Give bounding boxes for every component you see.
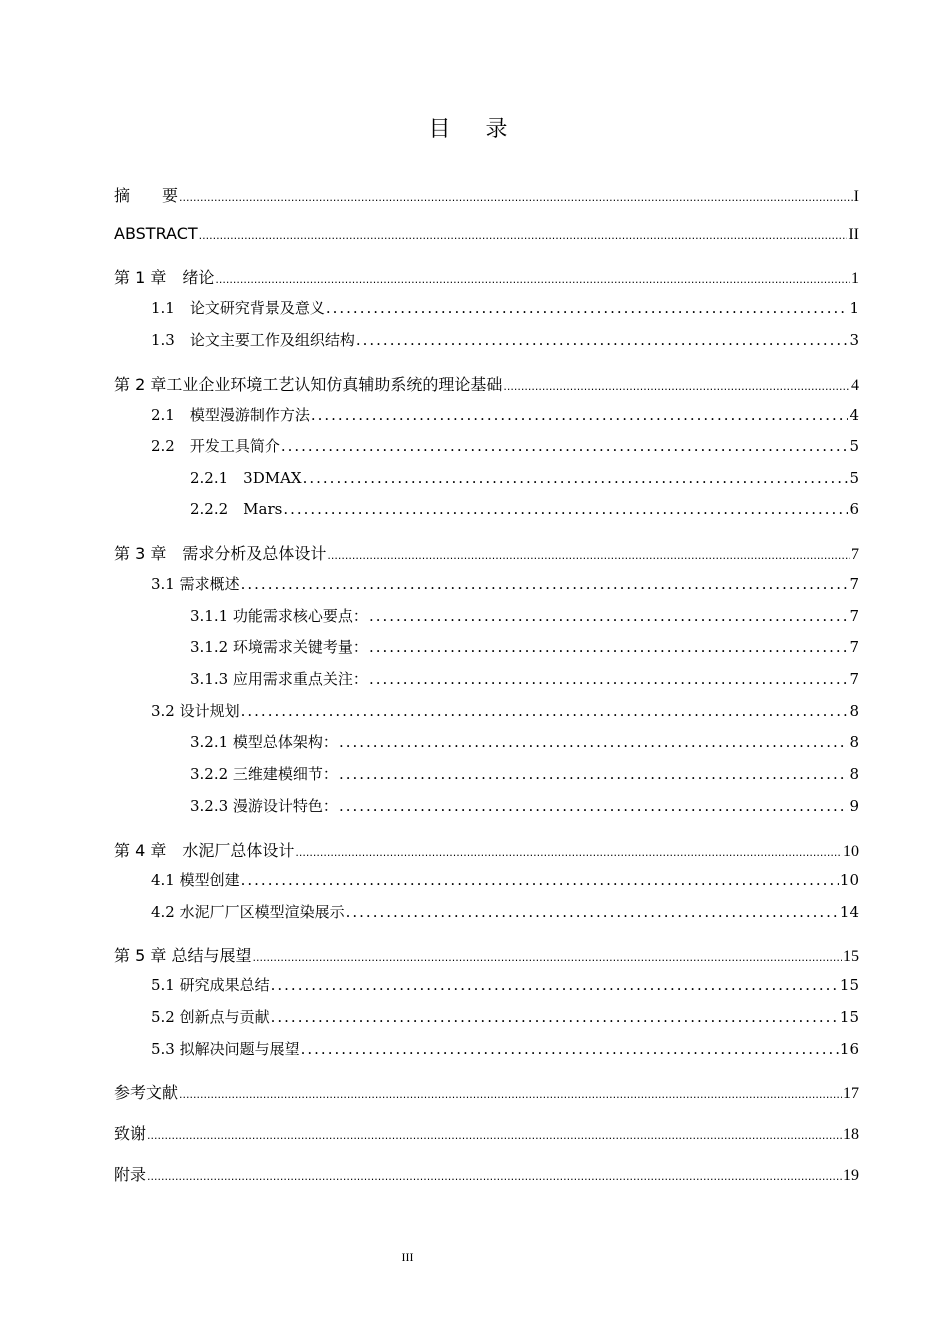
toc-entry-page-number: 1 bbox=[851, 270, 859, 287]
toc-entry-label: 第 1 章 绪论 bbox=[114, 268, 215, 287]
toc-leader-dots bbox=[281, 437, 849, 455]
toc-entry-label: 3.2.3 漫游设计特色： bbox=[190, 797, 338, 815]
toc-section-entry[interactable] bbox=[190, 668, 859, 689]
toc-leader-dots bbox=[179, 1088, 842, 1101]
toc-entry-page-number: 18 bbox=[843, 1126, 859, 1143]
toc-leader-dots bbox=[241, 871, 839, 889]
toc-entry-page-number: 7 bbox=[849, 607, 859, 625]
toc-section-entry[interactable] bbox=[151, 901, 859, 922]
toc-entry-label: 第 4 章 水泥厂总体设计 bbox=[114, 841, 295, 860]
toc-entry-label: 第 2 章工业企业环境工艺认知仿真辅助系统的理论基础 bbox=[114, 375, 503, 394]
toc-leader-dots bbox=[147, 1170, 842, 1183]
toc-entry-page-number: I bbox=[853, 188, 859, 205]
toc-section-entry[interactable] bbox=[190, 498, 859, 519]
toc-leader-dots bbox=[339, 733, 849, 751]
toc-entry-label: 4.1 模型创建 bbox=[151, 871, 240, 889]
toc-entry-page-number: 7 bbox=[851, 546, 859, 563]
toc-section-entry[interactable] bbox=[151, 700, 859, 721]
toc-entry-label: 参考文献 bbox=[114, 1083, 179, 1102]
toc-entry-label: 2.2.1 3DMAX bbox=[190, 469, 302, 487]
toc-entry-page-number: 10 bbox=[839, 871, 859, 889]
toc-entry-label: 3.1 需求概述 bbox=[151, 575, 240, 593]
toc-leader-dots bbox=[369, 638, 849, 656]
toc-entry-page-number: 6 bbox=[849, 500, 859, 518]
toc-entry-label: 2.2.2 Mars bbox=[190, 500, 283, 518]
toc-leader-dots bbox=[241, 702, 849, 720]
toc-entry-label: 1.3 论文主要工作及组织结构 bbox=[151, 331, 355, 349]
toc-entry-page-number: 10 bbox=[843, 843, 859, 860]
toc-entry-label: 3.2 设计规划 bbox=[151, 702, 240, 720]
toc-section-entry[interactable] bbox=[190, 763, 859, 784]
toc-section-entry[interactable] bbox=[190, 605, 859, 626]
toc-entry-page-number: II bbox=[848, 226, 859, 243]
toc-leader-dots bbox=[199, 229, 848, 242]
toc-entry-page-number: 8 bbox=[849, 765, 859, 783]
toc-entry-label: 3.1.1 功能需求核心要点： bbox=[190, 607, 368, 625]
toc-entry-page-number: 8 bbox=[849, 702, 859, 720]
toc-entry-page-number: 17 bbox=[843, 1085, 859, 1102]
toc-leader-dots bbox=[271, 976, 839, 994]
toc-entry-page-number: 5 bbox=[849, 469, 859, 487]
toc-entry-page-number: 9 bbox=[849, 797, 859, 815]
toc-leader-dots bbox=[339, 765, 849, 783]
toc-leader-dots bbox=[301, 1040, 839, 1058]
toc-entry-page-number: 3 bbox=[849, 331, 859, 349]
toc-chapter-entry[interactable] bbox=[114, 1121, 859, 1144]
toc-chapter-entry[interactable] bbox=[114, 372, 859, 395]
toc-leader-dots bbox=[241, 575, 849, 593]
toc-section-entry[interactable] bbox=[151, 435, 859, 456]
toc-leader-dots bbox=[295, 846, 842, 859]
toc-section-entry[interactable] bbox=[151, 1006, 859, 1027]
toc-entry-page-number: 19 bbox=[843, 1167, 859, 1184]
toc-entry-label: 附录 bbox=[114, 1165, 147, 1184]
toc-section-entry[interactable] bbox=[190, 636, 859, 657]
toc-entry-label: 致谢 bbox=[114, 1124, 147, 1143]
toc-entry-page-number: 15 bbox=[839, 976, 859, 994]
toc-entry-label: 3.2.2 三维建模细节： bbox=[190, 765, 338, 783]
toc-entry-page-number: 4 bbox=[849, 406, 859, 424]
toc-leader-dots bbox=[326, 299, 849, 317]
toc-section-entry[interactable] bbox=[190, 795, 859, 816]
toc-entry-label: 4.2 水泥厂厂区模型渲染展示 bbox=[151, 903, 345, 921]
toc-entry-page-number: 7 bbox=[849, 670, 859, 688]
toc-entry-label: 3.2.1 模型总体架构： bbox=[190, 733, 338, 751]
page-title: 目 录 bbox=[428, 117, 522, 142]
toc-chapter-entry[interactable] bbox=[114, 838, 859, 861]
toc-entry-page-number: 15 bbox=[843, 948, 859, 965]
toc-leader-dots bbox=[252, 951, 842, 964]
toc-entry-page-number: 8 bbox=[849, 733, 859, 751]
toc-entry-label: 5.2 创新点与贡献 bbox=[151, 1008, 270, 1026]
toc-entry-label: ABSTRACT bbox=[114, 224, 198, 243]
toc-section-entry[interactable] bbox=[151, 297, 859, 318]
toc-chapter-entry[interactable] bbox=[114, 224, 859, 244]
toc-entry-page-number: 16 bbox=[839, 1040, 859, 1058]
toc-chapter-entry[interactable] bbox=[114, 1162, 859, 1185]
toc-entry-label: 第 5 章 总结与展望 bbox=[114, 946, 252, 965]
toc-entry-label: 2.2 开发工具简介 bbox=[151, 437, 280, 455]
toc-section-entry[interactable] bbox=[190, 731, 859, 752]
page-number-footer: III bbox=[401, 1250, 414, 1264]
toc-section-entry[interactable] bbox=[190, 467, 859, 488]
toc-entry-page-number: 1 bbox=[849, 299, 859, 317]
toc-entry-label: 5.1 研究成果总结 bbox=[151, 976, 270, 994]
toc-entry-label: 5.3 拟解决问题与展望 bbox=[151, 1040, 300, 1058]
toc-entry-label: 3.1.2 环境需求关键考量： bbox=[190, 638, 368, 656]
toc-section-entry[interactable] bbox=[151, 329, 859, 350]
toc-chapter-entry[interactable] bbox=[114, 265, 859, 288]
toc-leader-dots bbox=[327, 549, 850, 562]
toc-chapter-entry[interactable] bbox=[114, 1080, 859, 1103]
toc-leader-dots bbox=[369, 670, 849, 688]
toc-leader-dots bbox=[346, 903, 839, 921]
toc-entry-label: 2.1 模型漫游制作方法 bbox=[151, 406, 310, 424]
toc-entry-page-number: 4 bbox=[851, 377, 859, 394]
toc-leader-dots bbox=[369, 607, 849, 625]
toc-entry-page-number: 7 bbox=[849, 638, 859, 656]
toc-entry-label: 摘 要 bbox=[114, 186, 179, 205]
toc-entry-label: 3.1.3 应用需求重点关注： bbox=[190, 670, 368, 688]
toc-leader-dots bbox=[503, 380, 850, 393]
toc-leader-dots bbox=[303, 469, 849, 487]
toc-chapter-entry[interactable] bbox=[114, 183, 859, 206]
toc-entry-page-number: 5 bbox=[849, 437, 859, 455]
toc-entry-page-number: 7 bbox=[849, 575, 859, 593]
toc-section-entry[interactable] bbox=[151, 869, 859, 890]
toc-leader-dots bbox=[311, 406, 849, 424]
toc-entry-label: 1.1 论文研究背景及意义 bbox=[151, 299, 325, 317]
toc-entry-page-number: 15 bbox=[839, 1008, 859, 1026]
toc-section-entry[interactable] bbox=[151, 974, 859, 995]
toc-leader-dots bbox=[283, 500, 848, 518]
toc-leader-dots bbox=[215, 273, 850, 286]
toc-leader-dots bbox=[339, 797, 849, 815]
toc-section-entry[interactable] bbox=[151, 573, 859, 594]
toc-chapter-entry[interactable] bbox=[114, 943, 859, 966]
toc-entry-label: 第 3 章 需求分析及总体设计 bbox=[114, 544, 327, 563]
toc-leader-dots bbox=[356, 331, 849, 349]
toc-section-entry[interactable] bbox=[151, 1038, 859, 1059]
toc-leader-dots bbox=[147, 1129, 842, 1142]
toc-leader-dots bbox=[271, 1008, 839, 1026]
toc-entry-page-number: 14 bbox=[839, 903, 859, 921]
toc-section-entry[interactable] bbox=[151, 404, 859, 425]
toc-chapter-entry[interactable] bbox=[114, 541, 859, 564]
toc-leader-dots bbox=[179, 191, 853, 204]
